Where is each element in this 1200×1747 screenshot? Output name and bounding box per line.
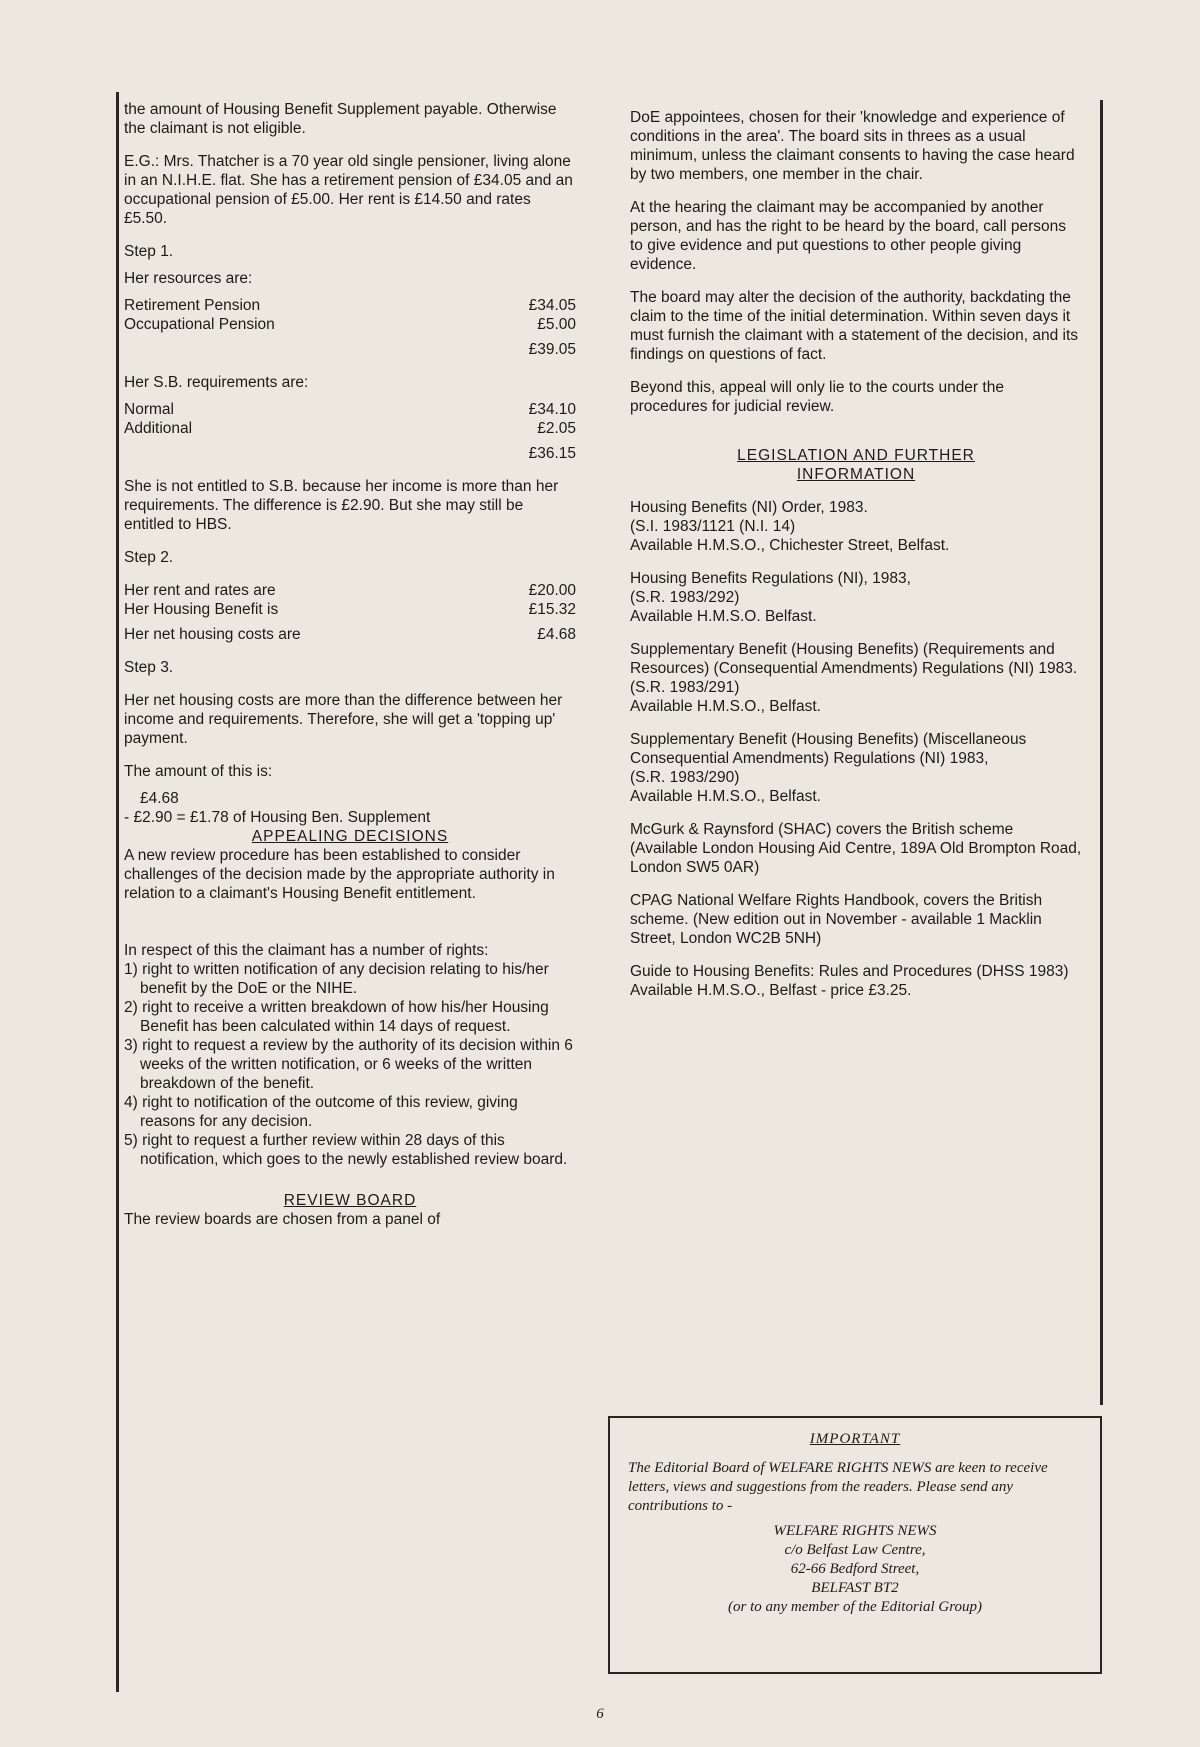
reference-line: Available H.M.S.O., Belfast. bbox=[630, 788, 821, 805]
reference-line: Available H.M.S.O. Belfast. bbox=[630, 608, 817, 625]
step-heading: Step 1. bbox=[124, 243, 174, 260]
paragraph: DoE appointees, chosen for their 'knowledge and experience of conditions in the area'. The board sits in threes as a usual minimum, unless the claimant consents to having the case heard by two members, one member in the chair. bbox=[630, 109, 1075, 183]
reference-line: McGurk & Raynsford (SHAC) covers the British scheme (Available London Housing Aid Centre, 189A Old Brompton Road, London SW5 0AR) bbox=[630, 821, 1082, 876]
notice-address: c/o Belfast Law Centre, bbox=[784, 1542, 926, 1558]
reference-item bbox=[630, 962, 1082, 1000]
list-item: 4) right to notification of the outcome of this review, giving reasons for any decision. bbox=[124, 1094, 518, 1130]
reference-list bbox=[630, 498, 1082, 1000]
list-item: 2) right to receive a written breakdown of how his/her Housing Benefit has been calculated within 14 days of request. bbox=[124, 999, 549, 1035]
reference-item bbox=[630, 640, 1082, 716]
section-heading: LEGISLATION AND FURTHER INFORMATION bbox=[737, 447, 975, 483]
figure-total: £39.05 bbox=[528, 341, 576, 358]
figure-total: £36.15 bbox=[528, 445, 576, 462]
step-heading: Step 2. bbox=[124, 549, 174, 566]
notice-address: 62-66 Bedford Street, bbox=[790, 1561, 920, 1577]
paragraph: The review boards are chosen from a panel of bbox=[124, 1211, 441, 1228]
paragraph: At the hearing the claimant may be accompanied by another person, and has the right to be heard by the board, call persons to give evidence and put questions to other people giving evidence. bbox=[630, 199, 1067, 273]
example-paragraph: E.G.: Mrs. Thatcher is a 70 year old single pensioner, living alone in an N.I.H.E. flat. She has a retirement pension of £34.05 and an occupational pension of £5.00. Her rent is £14.50 and rates £5.50. bbox=[124, 153, 573, 227]
paragraph: In respect of this the claimant has a number of rights: bbox=[124, 942, 489, 959]
notice-title: IMPORTANT bbox=[809, 1431, 901, 1447]
figure-row bbox=[124, 315, 576, 334]
reference-line: Available H.M.S.O., Belfast - price £3.25. bbox=[630, 982, 912, 999]
paragraph: She is not entitled to S.B. because her income is more than her requirements. The difference is £2.90. But she may still be entitled to HBS. bbox=[124, 478, 559, 533]
calculation-line: £4.68 bbox=[140, 790, 179, 807]
notice-address: WELFARE RIGHTS NEWS bbox=[773, 1523, 937, 1539]
figure-row bbox=[124, 400, 576, 419]
notice-address: BELFAST BT2 bbox=[811, 1580, 899, 1596]
figure-label: Normal bbox=[124, 401, 174, 418]
section-heading: APPEALING DECISIONS bbox=[251, 828, 449, 845]
reference-line: CPAG National Welfare Rights Handbook, covers the British scheme. (New edition out in November - available 1 Macklin Street, London WC2B 5NH) bbox=[630, 892, 1043, 947]
step-heading: Step 3. bbox=[124, 659, 174, 676]
reference-line: Guide to Housing Benefits: Rules and Procedures (DHSS 1983) bbox=[630, 963, 1069, 980]
reference-line: (S.R. 1983/292) bbox=[630, 589, 740, 606]
figure-amount: £15.32 bbox=[528, 601, 576, 618]
figure-amount: £20.00 bbox=[528, 582, 576, 599]
right-column-rule bbox=[1100, 100, 1103, 1405]
figure-label: Her rent and rates are bbox=[124, 582, 276, 599]
important-notice-box bbox=[608, 1416, 1102, 1674]
reference-item bbox=[630, 820, 1082, 877]
figure-amount: £2.05 bbox=[537, 420, 576, 437]
paragraph: A new review procedure has been established to consider challenges of the decision made by the appropriate authority in relation to a claimant's Housing Benefit entitlement. bbox=[124, 847, 555, 902]
figure-label: Additional bbox=[124, 420, 193, 437]
list-item: 5) right to request a further review within 28 days of this notification, which goes to the newly established review board. bbox=[124, 1132, 568, 1168]
calculation-line: - £2.90 = £1.78 of Housing Ben. Supplement bbox=[124, 809, 431, 826]
figure-label: Retirement Pension bbox=[124, 297, 261, 314]
housing-list bbox=[124, 581, 576, 644]
reference-item bbox=[630, 730, 1082, 806]
figure-total-row bbox=[124, 334, 576, 359]
reference-item bbox=[630, 569, 1082, 626]
page-number: 6 bbox=[596, 1706, 604, 1722]
figure-label: Occupational Pension bbox=[124, 316, 275, 333]
list-item: 3) right to request a review by the authority of its decision within 6 weeks of the written notification, or 6 weeks of the written breakdown of the benefit. bbox=[124, 1037, 573, 1092]
notice-body: The Editorial Board of WELFARE RIGHTS NEWS are keen to receive letters, views and suggestions from the readers. Please send any contributions to - bbox=[628, 1460, 1048, 1514]
section-heading: REVIEW BOARD bbox=[283, 1192, 417, 1209]
figure-row bbox=[124, 296, 576, 315]
figure-row bbox=[124, 619, 576, 644]
paragraph: Her net housing costs are more than the difference between her income and requirements. Therefore, she will get a 'topping up' payment. bbox=[124, 692, 563, 747]
requirements-label: Her S.B. requirements are: bbox=[124, 374, 309, 391]
paragraph: Beyond this, appeal will only lie to the courts under the procedures for judicial review. bbox=[630, 379, 1004, 415]
figure-row bbox=[124, 600, 576, 619]
notice-address: (or to any member of the Editorial Group) bbox=[728, 1599, 982, 1615]
figure-row bbox=[124, 419, 576, 438]
reference-line: Supplementary Benefit (Housing Benefits) (Requirements and Resources) (Consequential Amendments) Regulations (NI) 1983. bbox=[630, 641, 1078, 677]
resources-label: Her resources are: bbox=[124, 270, 253, 287]
reference-line: Available H.M.S.O., Belfast. bbox=[630, 698, 821, 715]
figure-amount: £5.00 bbox=[537, 316, 576, 333]
figure-total-row bbox=[124, 438, 576, 463]
figure-amount: £4.68 bbox=[537, 626, 576, 643]
figure-row bbox=[124, 581, 576, 600]
paragraph: The board may alter the decision of the authority, backdating the claim to the time of the initial determination. Within seven days it must furnish the claimant with a statement of the decision, and its findings on questions of fact. bbox=[630, 289, 1079, 363]
figure-label: Her net housing costs are bbox=[124, 626, 301, 643]
reference-line: Supplementary Benefit (Housing Benefits) (Miscellaneous Consequential Amendments) Regulations (NI) 1983, bbox=[630, 731, 1027, 767]
paragraph: The amount of this is: bbox=[124, 763, 273, 780]
reference-line: Housing Benefits Regulations (NI), 1983, bbox=[630, 570, 911, 587]
reference-line: (S.R. 1983/290) bbox=[630, 769, 740, 786]
reference-line: (S.I. 1983/1121 (N.I. 14) bbox=[630, 518, 796, 535]
figure-amount: £34.10 bbox=[528, 401, 576, 418]
right-column bbox=[630, 108, 1082, 1000]
reference-item bbox=[630, 498, 1082, 555]
reference-line: Available H.M.S.O., Chichester Street, Belfast. bbox=[630, 537, 950, 554]
resources-list bbox=[124, 296, 576, 359]
figure-label: Her Housing Benefit is bbox=[124, 601, 279, 618]
reference-line: (S.R. 1983/291) bbox=[630, 679, 740, 696]
list-item: 1) right to written notification of any decision relating to his/her benefit by the DoE or the NIHE. bbox=[124, 961, 549, 997]
requirements-list bbox=[124, 400, 576, 463]
reference-line: Housing Benefits (NI) Order, 1983. bbox=[630, 499, 868, 516]
left-column bbox=[118, 100, 576, 1229]
paragraph: the amount of Housing Benefit Supplement payable. Otherwise the claimant is not eligible. bbox=[124, 101, 557, 137]
reference-item bbox=[630, 891, 1082, 948]
figure-amount: £34.05 bbox=[528, 297, 576, 314]
